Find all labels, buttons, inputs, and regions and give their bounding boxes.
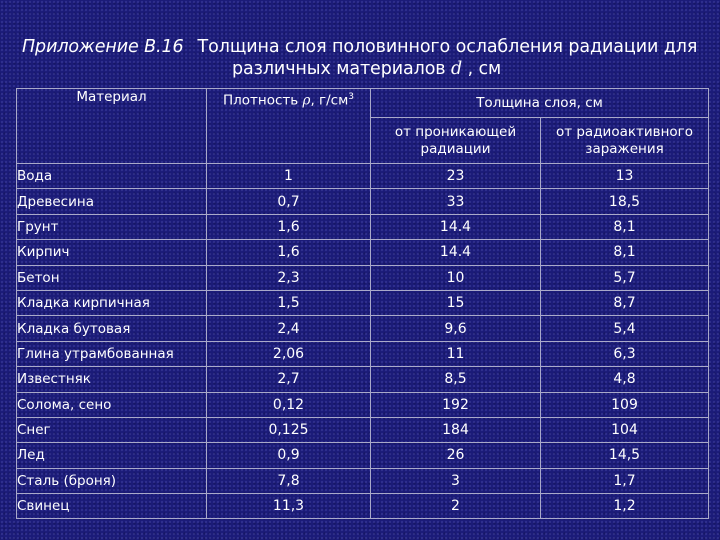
material-cell: Свинец (17, 494, 207, 519)
penetrating-cell: 184 (371, 417, 541, 442)
table-row (17, 443, 709, 468)
material-cell: Глина утрамбованная (17, 341, 207, 366)
material-cell: Кладка кирпичная (17, 290, 207, 315)
penetrating-cell: 10 (371, 265, 541, 290)
penetrating-cell: 8,5 (371, 367, 541, 392)
table-body (17, 164, 709, 519)
table-row (17, 417, 709, 442)
contamination-cell: 1,2 (541, 494, 709, 519)
density-cell: 1 (207, 164, 371, 189)
material-cell: Древесина (17, 189, 207, 214)
material-cell: Солома, сено (17, 392, 207, 417)
material-cell: Лед (17, 443, 207, 468)
title-text: Толщина слоя половинного ослабления радиации для (197, 37, 698, 57)
contamination-cell: 13 (541, 164, 709, 189)
contamination-header: от радиоактивного заражения (541, 118, 709, 164)
material-cell: Известняк (17, 367, 207, 392)
density-column-header (207, 89, 371, 164)
penetrating-cell: 9,6 (371, 316, 541, 341)
table-row (17, 367, 709, 392)
density-cell: 1,6 (207, 240, 371, 265)
density-cell: 7,8 (207, 468, 371, 493)
material-cell: Сталь (броня) (17, 468, 207, 493)
penetrating-cell: 2 (371, 494, 541, 519)
contamination-cell: 6,3 (541, 341, 709, 366)
title-unit: , см (467, 59, 502, 79)
density-unit: , г/см (310, 92, 349, 109)
penetrating-cell: 26 (371, 443, 541, 468)
penetrating-cell: 33 (371, 189, 541, 214)
penetrating-radiation-header: от проникающей радиации (371, 118, 541, 164)
material-cell: Снег (17, 417, 207, 442)
density-cell: 1,5 (207, 290, 371, 315)
table-row (17, 290, 709, 315)
density-cell: 0,7 (207, 189, 371, 214)
table-row (17, 468, 709, 493)
material-column-header: Материал (17, 89, 207, 164)
material-cell: Кладка бутовая (17, 316, 207, 341)
table-row (17, 214, 709, 239)
title-text-continued: различных материалов (232, 59, 446, 79)
table-row (17, 240, 709, 265)
density-cell: 0,125 (207, 417, 371, 442)
contamination-cell: 104 (541, 417, 709, 442)
material-cell: Вода (17, 164, 207, 189)
contamination-cell: 18,5 (541, 189, 709, 214)
material-cell: Кирпич (17, 240, 207, 265)
penetrating-cell: 23 (371, 164, 541, 189)
table-row (17, 494, 709, 519)
thickness-group-header: Толщина слоя, см (371, 89, 709, 118)
contamination-cell: 14,5 (541, 443, 709, 468)
density-cell: 0,12 (207, 392, 371, 417)
contamination-cell: 8,1 (541, 240, 709, 265)
contamination-cell: 5,4 (541, 316, 709, 341)
density-cell: 2,3 (207, 265, 371, 290)
density-cell: 2,7 (207, 367, 371, 392)
density-unit-exponent: 3 (348, 92, 355, 102)
appendix-label: Приложение В.16 (22, 37, 184, 57)
title-variable: d (450, 59, 463, 79)
density-cell: 11,3 (207, 494, 371, 519)
table-row (17, 341, 709, 366)
table-row (17, 265, 709, 290)
penetrating-cell: 14.4 (371, 214, 541, 239)
density-header-label: Плотность (222, 92, 299, 109)
contamination-cell: 4,8 (541, 367, 709, 392)
penetrating-cell: 3 (371, 468, 541, 493)
density-variable: ρ (302, 92, 311, 109)
penetrating-cell: 14.4 (371, 240, 541, 265)
contamination-cell: 1,7 (541, 468, 709, 493)
table-row (17, 392, 709, 417)
material-cell: Бетон (17, 265, 207, 290)
table-row (17, 164, 709, 189)
contamination-cell: 109 (541, 392, 709, 417)
contamination-cell: 5,7 (541, 265, 709, 290)
table-row (17, 189, 709, 214)
half-value-layer-table (16, 88, 709, 519)
material-cell: Грунт (17, 214, 207, 239)
contamination-cell: 8,7 (541, 290, 709, 315)
header-row-1 (17, 89, 709, 118)
density-cell: 2,06 (207, 341, 371, 366)
contamination-cell: 8,1 (541, 214, 709, 239)
penetrating-cell: 11 (371, 341, 541, 366)
title-line-2 (232, 58, 501, 80)
penetrating-cell: 15 (371, 290, 541, 315)
density-cell: 0,9 (207, 443, 371, 468)
density-cell: 2,4 (207, 316, 371, 341)
density-cell: 1,6 (207, 214, 371, 239)
penetrating-cell: 192 (371, 392, 541, 417)
table-row (17, 316, 709, 341)
title-line-1 (22, 36, 697, 58)
